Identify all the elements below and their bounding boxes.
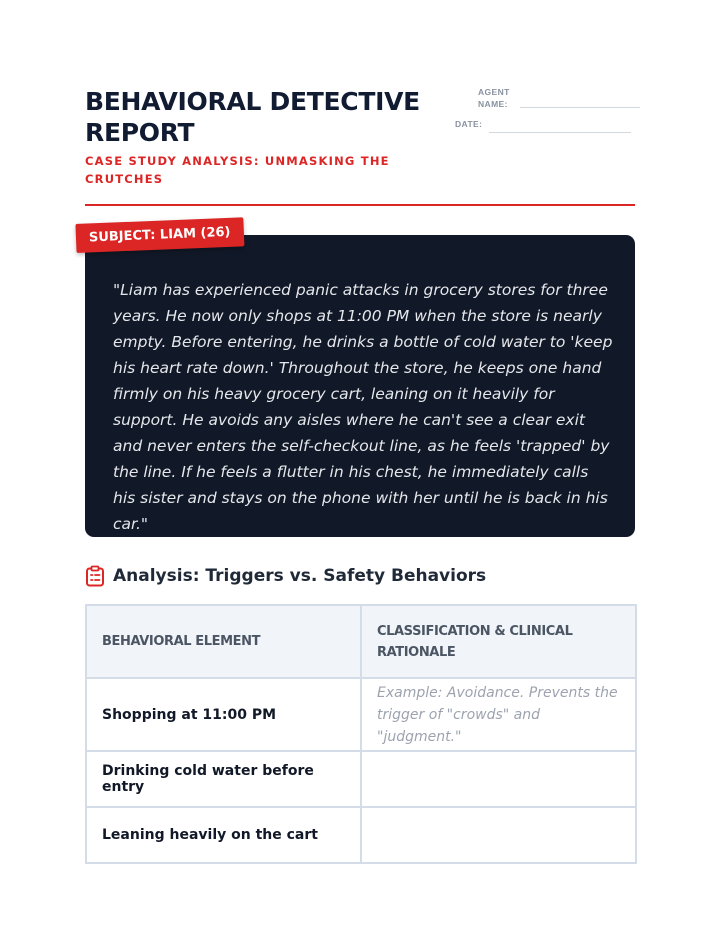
column-header-element: BEHAVIORAL ELEMENT [86, 605, 361, 678]
column-header-rationale: CLASSIFICATION & CLINICAL RATIONALE [361, 605, 636, 678]
date-line[interactable] [489, 132, 631, 133]
report-subtitle: CASE STUDY ANALYSIS: UNMASKING THE CRUTCHES [85, 154, 390, 186]
table-row [86, 678, 636, 751]
case-description: "Liam has experienced panic attacks in grocery stores for three years. He now only shops at 11:00 PM when the store is nearly empty. Before entering, he drinks a bottle of cold water to 'keep his heart rate down.' Throughout the store, he keeps one hand firmly on his heavy grocery cart, leaning on it heavily for support. He avoids any aisles where he can't see a clear exit and never enters the self-checkout line, as he feels 'trapped' by the line. If he feels a flutter in his chest, he immediately calls his sister and stays on the phone with her until he is back in his car." [113, 281, 613, 533]
rationale-cell[interactable] [361, 751, 636, 807]
element-cell: Drinking cold water before entry [86, 751, 361, 807]
date-field[interactable] [455, 118, 640, 130]
element-cell: Shopping at 11:00 PM [86, 678, 361, 751]
agent-label-line1: AGENT [478, 87, 510, 97]
agent-name-field[interactable] [478, 86, 640, 110]
clipboard-list-icon [85, 565, 105, 587]
analysis-title: Analysis: Triggers vs. Safety Behaviors [113, 566, 487, 586]
element-cell: Leaning heavily on the cart [86, 807, 361, 863]
agent-name-line[interactable] [520, 107, 640, 108]
table-row [86, 751, 636, 807]
case-card [85, 235, 635, 537]
subject-tag: SUBJECT: LIAM (26) [75, 217, 244, 253]
agent-fields [455, 86, 640, 130]
analysis-heading [85, 565, 486, 587]
date-label: DATE: [455, 119, 483, 129]
report-title: BEHAVIORAL DETECTIVE REPORT [85, 87, 420, 147]
header-divider [85, 204, 635, 206]
rationale-cell[interactable]: Example: Avoidance. Prevents the trigger of "crowds" and "judgment." [361, 678, 636, 751]
agent-label-line2: NAME: [478, 99, 508, 109]
analysis-table [85, 604, 637, 864]
table-row [86, 807, 636, 863]
rationale-cell[interactable] [361, 807, 636, 863]
